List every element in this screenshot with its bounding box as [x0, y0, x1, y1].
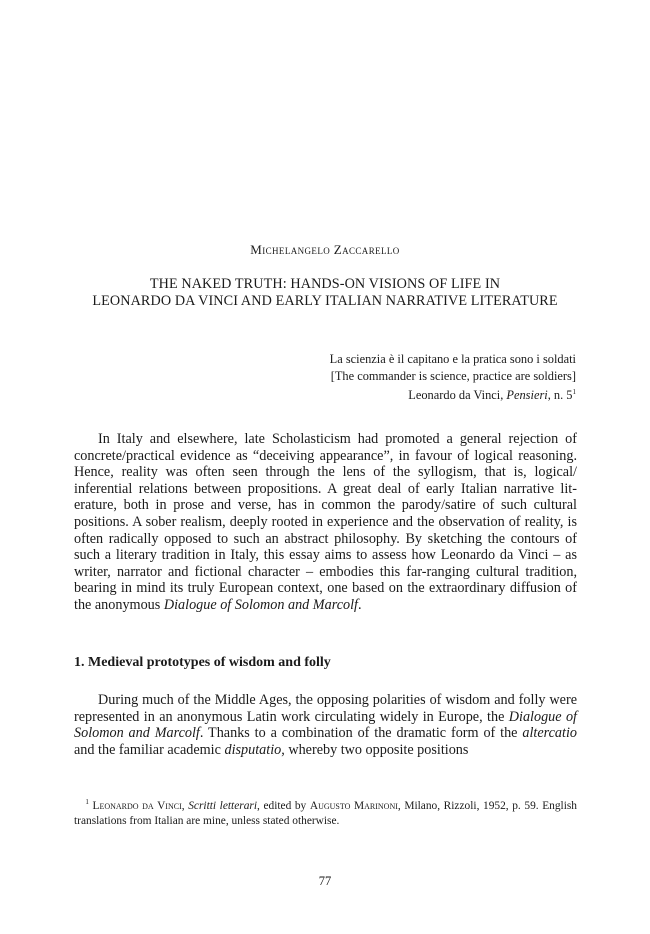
epigraph-attribution-work: Pensieri: [506, 388, 548, 403]
chapter-title-line-1: THE NAKED TRUTH: HANDS-ON VISIONS OF LIFE IN: [149, 276, 501, 292]
epigraph-attribution-ref: , n. 5: [547, 388, 573, 403]
epigraph-attribution: [216, 384, 576, 404]
section-heading: 1. Medieval prototypes of wisdom and folly: [74, 655, 331, 670]
footnote: [74, 795, 577, 829]
chapter-title-line-2: LEONARDO DA VINCI AND EARLY ITALIAN NARRATIVE LITERATURE: [92, 293, 558, 309]
section-italic-disputatio: disputatio: [224, 741, 282, 758]
intro-text: In Italy and elsewhere, late Scholasticism had promoted a general rejection of concrete/practical evidence as “deceiving appearance”, in favour of logical reasoning. Hence, reality was often seen through the lens of the syllogism, that is, logical/​inferential relations between propositions. A great deal of early Italian narrative literature, both in prose and verse, has in common the parody/satire of such cultural positions. A sober realism, deeply rooted in experience and the observation of reality, is often radically opposed to such an abstract philosophy. By sketching the contours of such a literary tradition in Italy, this essay aims to assess how Leonardo da Vinci – as writer, narrator and fictional character – embodies this far-ranging cultural tradition, bearing in mind its truly European context, one based on the extraordinary diffusion of the anonymous: [74, 431, 577, 613]
section-text-b: . Thanks to a combination of the dramatic form of the: [199, 725, 523, 742]
footnote-rest: , Milano, Rizzoli, 1952, p. 59. English translations from Italian are mine, unless stated otherwise.: [74, 799, 578, 827]
section-text-a: During much of the Middle Ages, the opposing polarities of wisdom and folly were represented in an anonymous Latin work circulating widely in Europe, the: [74, 692, 577, 725]
chapter-title: [40, 276, 610, 310]
intro-text-end: .: [358, 596, 362, 613]
section-text-d: , whereby two opposite positions: [281, 741, 469, 758]
epigraph-quote: La scienzia è il capitano e la pratica sono i soldati: [329, 352, 576, 366]
intro-italic-title: Dialogue of Solomon and Marcolf: [163, 596, 358, 613]
footnote-reference[interactable]: 1: [572, 388, 576, 396]
footnote-editor: Augusto Marinoni: [309, 799, 398, 812]
footnote-work: Scritti letterari: [188, 799, 257, 812]
section-italic-title: Dialogue of Solomon and Marcolf: [74, 708, 577, 742]
footnote-author: Leonardo da Vinci: [92, 799, 182, 812]
epigraph-attribution-author: Leonardo da Vinci,: [408, 388, 507, 403]
footnote-edited-by: , edited by: [257, 799, 310, 812]
section-paragraph: [74, 692, 577, 758]
author-name: Michelangelo Zaccarello: [250, 242, 400, 257]
page-number: 77: [318, 874, 332, 888]
epigraph-translation: [The commander is science, practice are soldiers]: [330, 368, 576, 383]
intro-paragraph: [74, 431, 577, 614]
footnote-sep: ,: [181, 799, 189, 812]
footnote-mark: 1: [85, 798, 89, 806]
section-text-c: and the familiar academic: [74, 741, 225, 758]
epigraph: [216, 351, 576, 404]
section-italic-altercatio: altercatio: [522, 725, 577, 742]
